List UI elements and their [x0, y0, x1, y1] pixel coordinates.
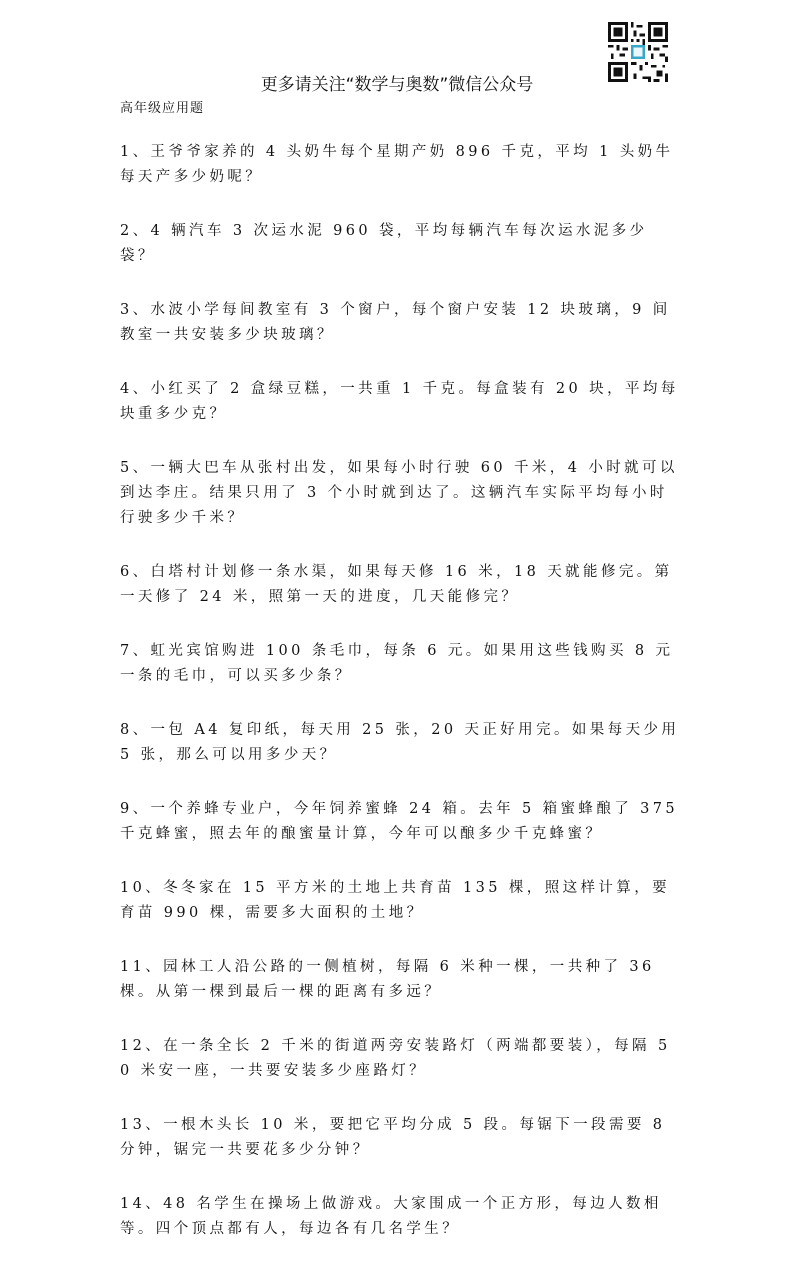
problem-item: 3、水波小学每间教室有 3 个窗户，每个窗户安装 12 块玻璃，9 间教室一共安装多少块玻璃？ [120, 302, 671, 343]
problem-item: 10、冬冬家在 15 平方米的土地上共育苗 135 棵，照这样计算，要育苗 990 棵，需要多大面积的土地？ [120, 880, 671, 921]
problem-item: 11、园林工人沿公路的一侧植树，每隔 6 米种一棵，一共种了 36 棵。从第一棵到最后一棵的距离有多远？ [120, 959, 655, 1000]
problem-item: 12、在一条全长 2 千米的街道两旁安装路灯（两端都要装），每隔 50 米安一座，一共要安装多少座路灯？ [120, 1038, 671, 1079]
problem-item: 4、小红买了 2 盒绿豆糕，一共重 1 千克。每盒装有 20 块，平均每块重多少克？ [120, 381, 679, 422]
problem-item: 8、一包 A4 复印纸，每天用 25 张，20 天正好用完。如果每天少用 5 张，那么可以用多少天？ [120, 722, 680, 763]
problem-item: 9、一个养蜂专业户，今年饲养蜜蜂 24 箱。去年 5 箱蜜蜂酿了 375 千克蜂蜜，照去年的酿蜜量计算，今年可以酿多少千克蜂蜜？ [120, 801, 679, 842]
problem-item: 14、48 名学生在操场上做游戏。大家围成一个正方形，每边人数相等。四个顶点都有人，每边各有几名学生？ [120, 1196, 662, 1237]
problem-item: 2、4 辆汽车 3 次运水泥 960 袋，平均每辆汽车每次运水泥多少袋？ [120, 223, 648, 264]
problem-item: 7、虹光宾馆购进 100 条毛巾，每条 6 元。如果用这些钱购买 8 元一条的毛巾，可以买多少条？ [120, 643, 674, 684]
problem-item: 5、一辆大巴车从张村出发，如果每小时行驶 60 千米，4 小时就可以到达李庄。结果只用了 3 个小时就到达了。这辆汽车实际平均每小时行驶多少千米？ [120, 460, 678, 526]
problem-item: 1、王爷爷家养的 4 头奶牛每个星期产奶 896 千克，平均 1 头奶牛每天产多少奶呢？ [120, 144, 674, 185]
problem-item: 13、一根木头长 10 米，要把它平均分成 5 段。每锯下一段需要 8 分钟，锯完一共要花多少分钟？ [120, 1117, 666, 1158]
problem-list [120, 140, 680, 1271]
promo-header: 更多请关注“数学与奥数”微信公众号 [260, 75, 534, 95]
section-title: 高年级应用题 [120, 101, 205, 116]
problem-item: 6、白塔村计划修一条水渠，如果每天修 16 米，18 天就能修完。第一天修了 24 米，照第一天的进度，几天能修完？ [120, 564, 673, 605]
